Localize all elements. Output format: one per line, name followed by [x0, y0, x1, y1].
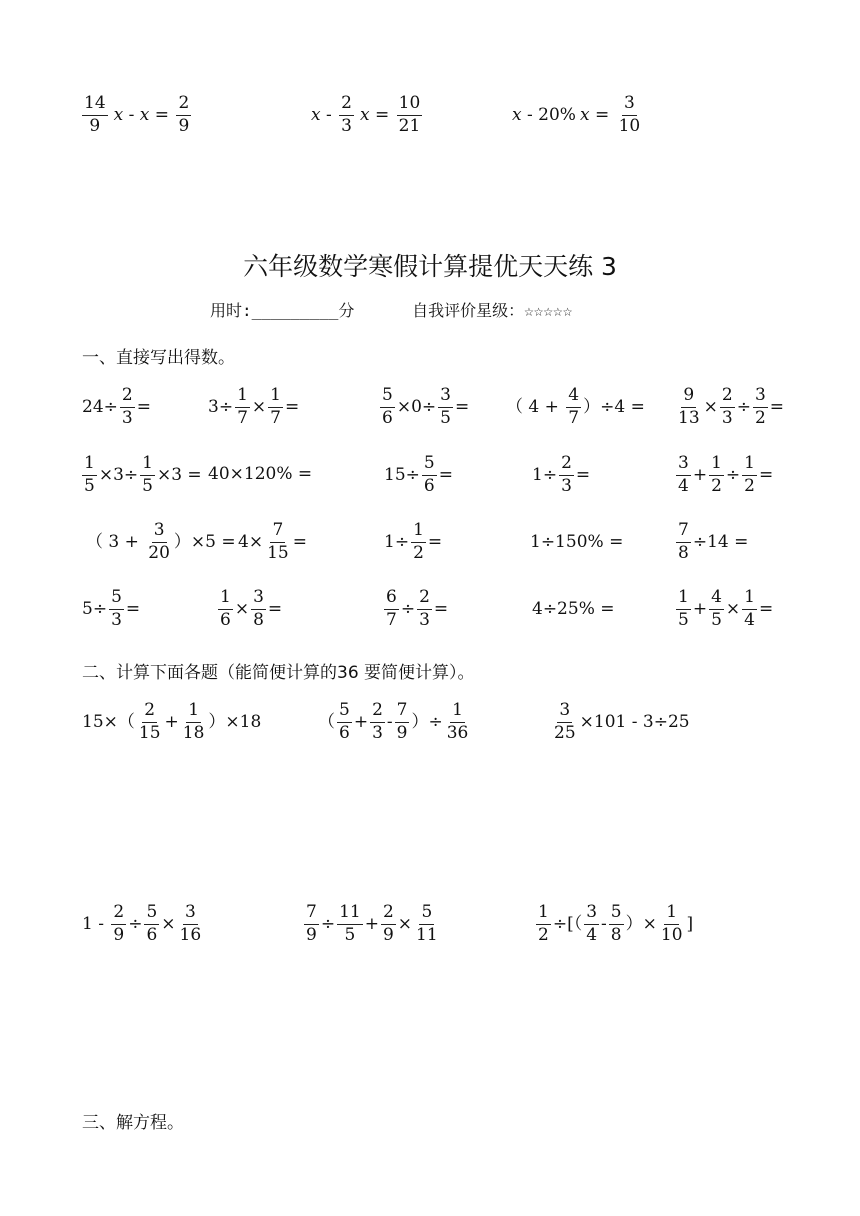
- fraction: $\frac{9}{13}$: [678, 385, 700, 428]
- fraction: $\frac{3}{8}$: [253, 587, 264, 630]
- problem-2-3: 15÷ $\frac{5}{6}$ =: [384, 453, 453, 496]
- fraction: $\frac{2}{9}$: [382, 902, 394, 945]
- page-title: 六年级数学寒假计算提优天天练 3: [243, 252, 617, 281]
- fraction: $\frac{3}{25}$: [554, 700, 576, 743]
- calc-problem-5: $\frac{7}{9}$ ÷ $\frac{11}{5}$ + $\frac{2}{9}$ × $\frac{5}{11}$: [306, 902, 438, 945]
- problem-3-3: 1÷ $\frac{1}{2}$ =: [384, 520, 443, 563]
- fraction: $\frac{1}{6}$: [220, 587, 231, 630]
- fraction: $\frac{2}{9}$: [178, 93, 190, 136]
- fraction: $\frac{7}{15}$: [267, 520, 289, 563]
- problem-1-5: $\frac{9}{13}$ × $\frac{2}{3}$ ÷ $\frac{3}{2}$ =: [678, 385, 785, 428]
- fraction: $\frac{1}{5}$: [678, 587, 689, 630]
- top-equation-3: x - 20% x = $\frac{3}{10}$: [512, 93, 641, 136]
- fraction: $\frac{2}{15}$: [138, 700, 161, 743]
- fraction: $\frac{5}{6}$: [146, 902, 158, 945]
- fraction: $\frac{2}{3}$: [721, 385, 733, 428]
- problem-4-1: 5÷ $\frac{5}{3}$ =: [82, 587, 141, 630]
- section-2-heading: 二、计算下面各题（能简便计算的36 要简便计算）。: [82, 663, 475, 683]
- fraction: $\frac{2}{3}$: [561, 453, 572, 496]
- problem-4-2: $\frac{1}{6}$ × $\frac{3}{8}$ =: [220, 587, 283, 630]
- fraction: $\frac{5}{8}$: [610, 902, 622, 945]
- problem-2-4: 1÷ $\frac{2}{3}$ =: [532, 453, 591, 496]
- fraction: $\frac{5}{6}$: [423, 453, 435, 496]
- problem-3-2: 4× $\frac{7}{15}$ =: [238, 520, 307, 563]
- section-1-heading: 一、直接写出得数。: [82, 348, 235, 368]
- fraction: $\frac{11}{5}$: [339, 902, 361, 945]
- fraction: $\frac{1}{2}$: [413, 520, 424, 563]
- problem-3-5: $\frac{7}{8}$ ÷14 =: [678, 520, 749, 563]
- fraction: $\frac{5}{11}$: [416, 902, 438, 945]
- problem-1-3: $\frac{5}{6}$ ×0÷ $\frac{3}{5}$ =: [382, 385, 470, 428]
- fraction: $\frac{3}{2}$: [754, 385, 766, 428]
- fraction: $\frac{3}{10}$: [618, 93, 641, 136]
- fraction: $\frac{1}{5}$: [142, 453, 153, 496]
- fraction: $\frac{3}{4}$: [586, 902, 598, 945]
- fraction: $\frac{2}{3}$: [121, 385, 133, 428]
- problem-3-4: 1÷150% =: [530, 532, 624, 552]
- calc-problem-3: $\frac{3}{25}$ ×101 - 3÷25: [554, 700, 690, 743]
- problem-2-2: 40×120% =: [208, 464, 313, 484]
- fraction: $\frac{2}{3}$: [372, 700, 383, 743]
- fraction: $\frac{5}{6}$: [339, 700, 350, 743]
- fraction: $\frac{6}{7}$: [386, 587, 397, 630]
- fraction: $\frac{3}{20}$: [148, 520, 170, 563]
- calc-problem-2: （ $\frac{5}{6}$ + $\frac{2}{3}$ - $\frac{7}{9}$ ）÷ $\frac{1}{36}$: [318, 700, 469, 743]
- problem-4-5: $\frac{1}{5}$ + $\frac{4}{5}$ × $\frac{1}{4}$ =: [678, 587, 774, 630]
- problem-4-3: $\frac{6}{7}$ ÷ $\frac{2}{3}$ =: [386, 587, 449, 630]
- problem-1-4: （ 4 + $\frac{4}{7}$ ）÷4 =: [506, 385, 645, 428]
- fraction: $\frac{2}{9}$: [113, 902, 125, 945]
- top-equation-1: $\frac{14}{9}$ x - x = $\frac{2}{9}$: [84, 93, 190, 136]
- star-rating: ☆☆☆☆☆: [524, 301, 573, 320]
- problem-4-4: 4÷25% =: [532, 599, 615, 619]
- fraction: $\frac{1}{36}$: [446, 700, 469, 743]
- fraction: $\frac{3}{16}$: [179, 902, 202, 945]
- fraction: $\frac{1}{7}$: [270, 385, 281, 428]
- fraction: $\frac{10}{21}$: [398, 93, 421, 136]
- calc-problem-6: $\frac{1}{2}$ ÷[（ $\frac{3}{4}$ - $\frac{5}{8}$ ）× $\frac{1}{10}$ ]: [538, 902, 694, 945]
- fraction: $\frac{1}{2}$: [538, 902, 549, 945]
- fraction: $\frac{4}{7}$: [568, 385, 580, 428]
- problem-2-1: $\frac{1}{5}$ ×3÷ $\frac{1}{5}$ ×3 =: [84, 453, 202, 496]
- fraction: $\frac{1}{7}$: [237, 385, 248, 428]
- fraction: $\frac{1}{18}$: [182, 700, 205, 743]
- fraction: $\frac{7}{8}$: [678, 520, 689, 563]
- fraction: $\frac{5}{3}$: [111, 587, 122, 630]
- subtitle: [210, 298, 572, 321]
- calc-problem-1: 15×（ $\frac{2}{15}$ + $\frac{1}{18}$ ）×18: [82, 700, 262, 743]
- fraction: $\frac{1}{4}$: [744, 587, 755, 630]
- fraction: $\frac{1}{2}$: [744, 453, 755, 496]
- self-eval-label: 自我评价星级：: [412, 301, 525, 320]
- fraction: $\frac{5}{6}$: [382, 385, 393, 428]
- problem-1-2: 3÷ $\frac{1}{7}$ × $\frac{1}{7}$ =: [208, 385, 300, 428]
- fraction: $\frac{1}{10}$: [660, 902, 683, 945]
- fraction: $\frac{7}{9}$: [306, 902, 317, 945]
- fraction: $\frac{2}{3}$: [419, 587, 430, 630]
- fraction: $\frac{4}{5}$: [711, 587, 722, 630]
- fraction: $\frac{3}{4}$: [678, 453, 689, 496]
- fraction: $\frac{2}{3}$: [341, 93, 352, 136]
- calc-problem-4: 1 - $\frac{2}{9}$ ÷ $\frac{5}{6}$ × $\frac{3}{16}$: [82, 902, 202, 945]
- fraction: $\frac{14}{9}$: [84, 93, 106, 136]
- time-label: 用时:_________分: [210, 301, 355, 320]
- problem-3-1: （ 3 + $\frac{3}{20}$ ）×5 =: [86, 520, 236, 563]
- problem-1-1: 24÷ $\frac{2}{3}$ =: [82, 385, 151, 428]
- section-3-heading: 三、解方程。: [82, 1113, 184, 1133]
- problem-2-5: $\frac{3}{4}$ + $\frac{1}{2}$ ÷ $\frac{1}{2}$ =: [678, 453, 774, 496]
- fraction: $\frac{3}{5}$: [440, 385, 451, 428]
- top-equation-2: x - $\frac{2}{3}$ x = $\frac{10}{21}$: [311, 93, 421, 136]
- fraction: $\frac{1}{2}$: [711, 453, 722, 496]
- fraction: $\frac{7}{9}$: [396, 700, 408, 743]
- fraction: $\frac{1}{5}$: [84, 453, 95, 496]
